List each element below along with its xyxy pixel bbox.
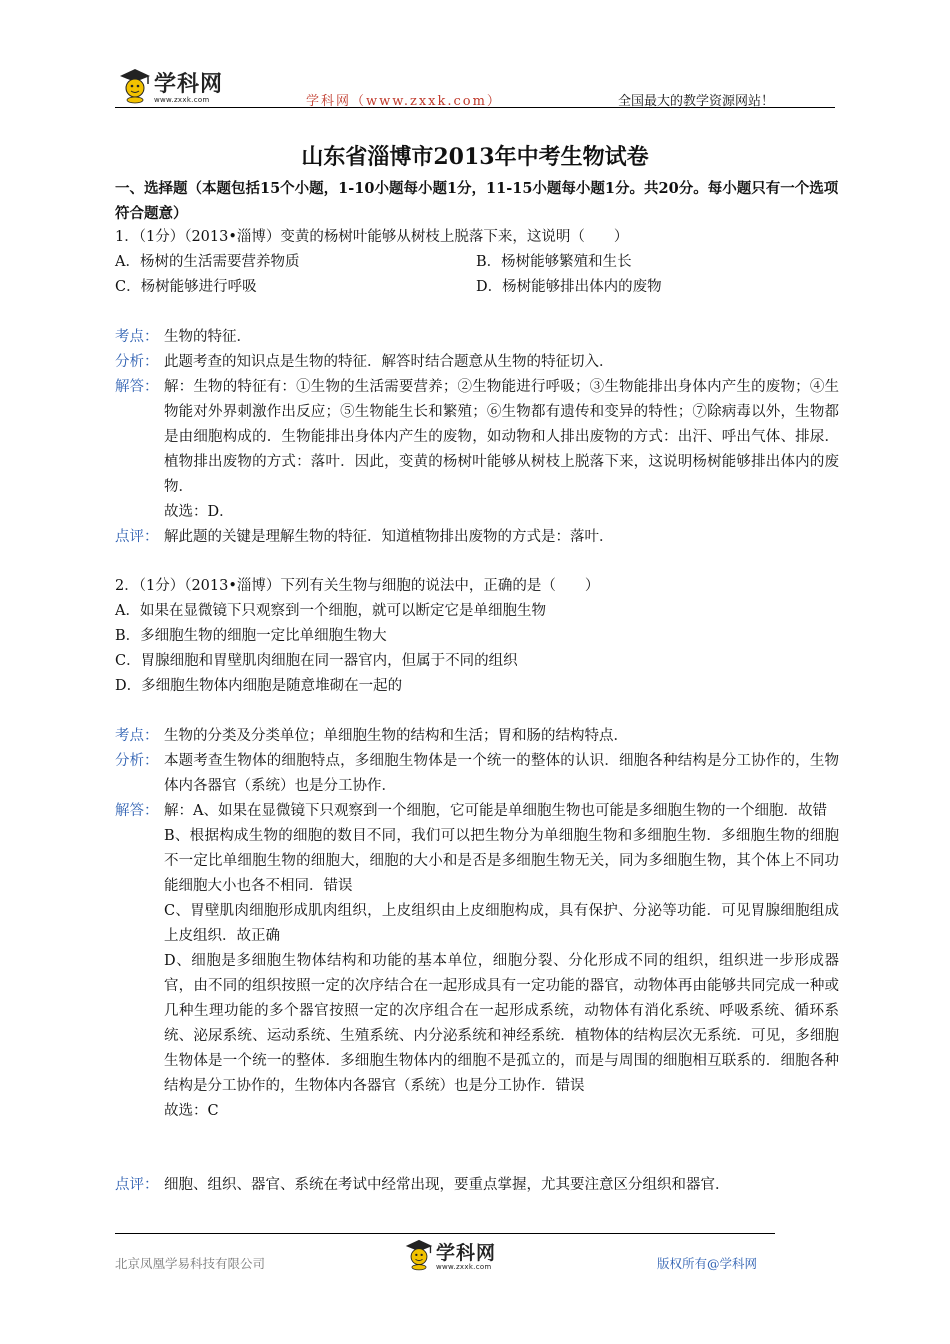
- q1-dianping: [115, 525, 839, 550]
- q2-jieda: [115, 799, 839, 1124]
- footer-logo-name: 学科网: [436, 1242, 497, 1264]
- footer-company: 北京凤凰学易科技有限公司: [115, 1256, 266, 1271]
- q2-fenxi-text: 本题考查生物体的细胞特点，多细胞生物体是一个统一的整体的认识．细胞各种结构是分工协作的，生物体内各器官（系统）也是分工协作．: [164, 753, 839, 794]
- logo-mascot-icon: [118, 66, 152, 104]
- q1-dianping-label: 点评：: [115, 529, 159, 545]
- q2-jieda-label: 解答：: [115, 803, 159, 819]
- q2-jieda-c: C、胃壁肌肉细胞形成肌肉组织，上皮组织由上皮细胞构成，具有保护、分泌等功能．可见胃腺细胞组成上皮组织．故正确: [164, 903, 839, 944]
- q1-kaodian-label: 考点：: [115, 329, 159, 345]
- question-2-stem: 2．（1分）（2013•淄博）下列有关生物与细胞的说法中，正确的是（ ）: [115, 578, 600, 594]
- q1-kaodian: [115, 325, 839, 350]
- q1-answer: 故选：D．: [164, 504, 234, 520]
- q2-kaodian-text: 生物的分类及分类单位；单细胞生物的结构和生活；胃和肠的结构特点．: [164, 728, 628, 744]
- q2-jieda-b: B、根据构成生物的细胞的数目不同，我们可以把生物分为单细胞生物和多细胞生物．多细胞生物的细胞不一定比单细胞生物的细胞大，细胞的大小和是否是多细胞生物无关，同为多细胞生物，其个体上不同功能细胞大小也各不相同．错误: [164, 828, 839, 894]
- question-2-option-a: A．如果在显微镜下只观察到一个细胞，就可以断定它是单细胞生物: [115, 603, 546, 619]
- q2-kaodian: [115, 724, 839, 749]
- q2-fenxi-label: 分析：: [115, 753, 159, 769]
- q2-dianping: [115, 1173, 839, 1198]
- q1-fenxi: [115, 350, 839, 375]
- footer-copyright[interactable]: 版权所有@学科网: [657, 1256, 758, 1271]
- question-1-options: [115, 250, 835, 300]
- q1-dianping-text: 解此题的关键是理解生物的特征．知道植物排出废物的方式是：落叶．: [164, 529, 614, 545]
- question-1-option-b: B．杨树能够繁殖和生长: [476, 254, 632, 270]
- header-slogan: 全国最大的教学资源网站！: [618, 94, 775, 109]
- footer-logo[interactable]: [404, 1237, 496, 1271]
- question-2-option-c: C．胃腺细胞和胃壁肌肉细胞在同一器官内，但属于不同的组织: [115, 653, 518, 669]
- q2-jieda-a: 解：A、如果在显微镜下只观察到一个细胞，它可能是单细胞生物也可能是多细胞生物的一个细胞．故错: [164, 803, 827, 819]
- q2-fenxi: [115, 749, 839, 799]
- logo-url: www.zxxk.com: [154, 96, 210, 104]
- q1-jieda-label: 解答：: [115, 379, 159, 395]
- logo-name: 学科网: [154, 72, 224, 97]
- question-1-option-d: D．杨树能够排出体内的废物: [476, 279, 662, 295]
- q1-jieda-text: 解：生物的特征有：①生物的生活需要营养；②生物能进行呼吸；③生物能排出身体内产生的废物；④生物能对外界刺激作出反应；⑤生物能生长和繁殖；⑥生物都有遗传和变异的特性；⑦除病毒以外，生物都是由细胞构成的．生物能排出身体内产生的废物，如动物和人排出废物的方式：出汗、呼出气体、排尿．植物排出废物的方式：落叶．因此，变黄的杨树叶能够从树枝上脱落下来，这说明杨树能够排出体内的废物．: [164, 379, 839, 495]
- q1-fenxi-text: 此题考查的知识点是生物的特征．解答时结合题意从生物的特征切入．: [164, 354, 614, 370]
- q2-kaodian-label: 考点：: [115, 728, 159, 744]
- question-2-option-b: B．多细胞生物的细胞一定比单细胞生物大: [115, 628, 387, 644]
- q2-dianping-text: 细胞、组织、器官、系统在考试中经常出现，要重点掌握，尤其要注意区分组织和器官．: [164, 1177, 730, 1193]
- q1-jieda: [115, 375, 839, 525]
- q1-fenxi-label: 分析：: [115, 354, 159, 370]
- q2-answer: 故选：C: [164, 1103, 219, 1119]
- section-heading: 一、选择题（本题包括15个小题，1-10小题每小题1分，11-15小题每小题1分。共20分。每小题只有一个选项符合题意）: [115, 180, 839, 222]
- q2-jieda-d: D、细胞是多细胞生物体结构和功能的基本单位，细胞分裂、分化形成不同的组织，组织进一步形成器官，由不同的组织按照一定的次序结合在一起形成具有一定功能的器官，动物体再由能够共同完成一种或几种生理功能的多个器官按照一定的次序组合在一起形成系统，动物体有消化系统、呼吸系统、循环系统、泌尿系统、运动系统、生殖系统、内分泌系统和神经系统．植物体的结构层次无系统．可见，多细胞生物体是一个统一的整体．多细胞生物体内的细胞不是孤立的，而是与周围的细胞相互联系的．细胞各种结构是分工协作的，生物体内各器官（系统）也是分工协作．错误: [164, 953, 839, 1094]
- question-1-option-a: A．杨树的生活需要营养物质: [115, 254, 300, 270]
- header-logo[interactable]: [118, 66, 223, 104]
- logo-mascot-icon: [404, 1237, 434, 1271]
- header-site-link[interactable]: 学科网（www.zxxk.com）: [306, 94, 502, 109]
- header-divider: [115, 107, 835, 108]
- q2-dianping-label: 点评：: [115, 1177, 159, 1193]
- question-1-stem: 1．（1分）（2013•淄博）变黄的杨树叶能够从树枝上脱落下来，这说明（ ）: [115, 229, 629, 245]
- page-title: 山东省淄博市2013年中考生物试卷: [301, 144, 649, 170]
- footer-divider: [115, 1233, 775, 1234]
- question-2-option-d: D．多细胞生物体内细胞是随意堆砌在一起的: [115, 678, 403, 694]
- question-1-option-c: C．杨树能够进行呼吸: [115, 279, 257, 295]
- q1-kaodian-text: 生物的特征．: [164, 329, 251, 345]
- footer-logo-url: www.zxxk.com: [436, 1263, 492, 1271]
